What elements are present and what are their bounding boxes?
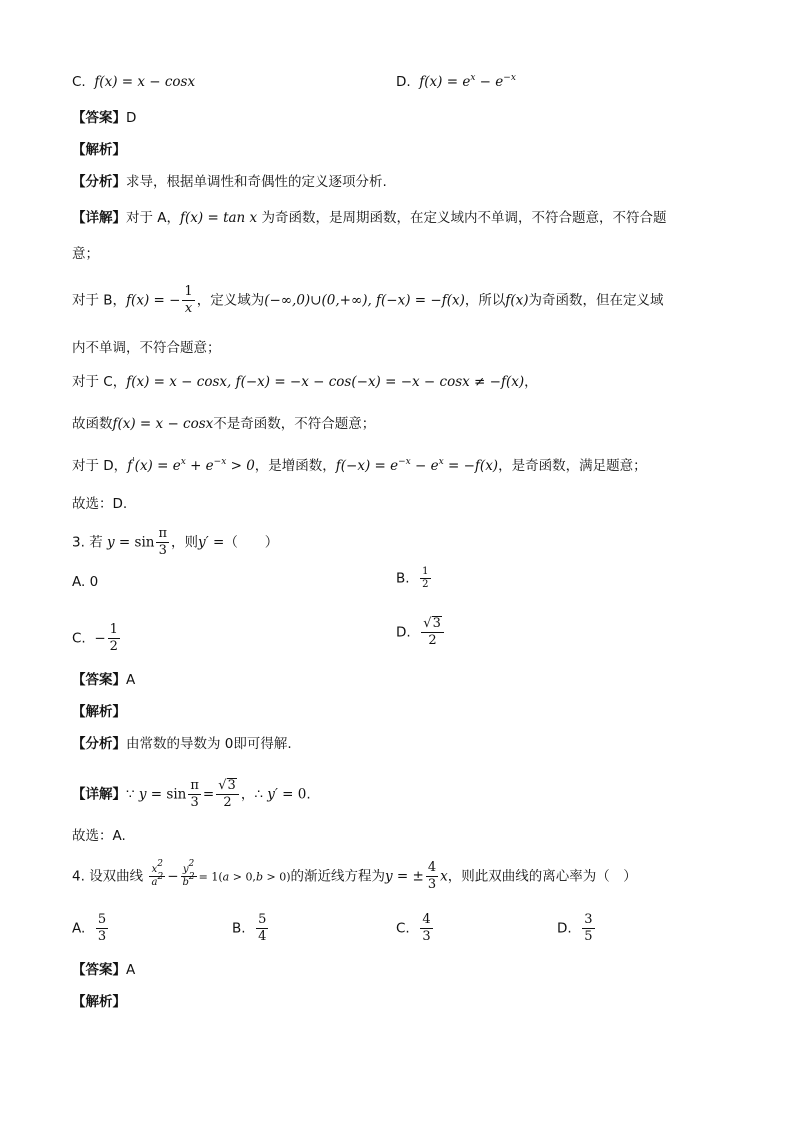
q3-option-b: B. $\frac{1}{2}$ bbox=[396, 566, 429, 590]
q2-detail-c-conclusion: 故函数f(x) = x − cosx不是奇函数，不符合题意； bbox=[72, 416, 376, 432]
q4-answer: 【答案】A bbox=[72, 962, 136, 978]
q2-detail-d-derivative: $f'(x) = e^x + e^{-x} > 0$ bbox=[127, 457, 255, 474]
fraction-1-over-x: $\frac{1}{x}$ bbox=[184, 284, 193, 316]
q3-option-a: A. 0 bbox=[72, 574, 99, 590]
q2-detail-d: 对于 D，$f'(x) = e^x + e^{-x} > 0$，是增函数，$f(-x) = e^{-x} - e^x = -f(x)$，是奇函数，满足题意； bbox=[72, 457, 647, 474]
fraction-neg-1-over-2: $\frac{1}{2}$ bbox=[109, 622, 118, 654]
q3-stem: 3. 若 y = sin $\frac{\pi}{3}$ ，则y′ =（ ） bbox=[72, 526, 279, 558]
q2-detail-c: 对于 C，f(x) = x − cosx, f(−x) = −x − cos(−x) = −x − cosx ≠ −f(x)， bbox=[72, 374, 538, 390]
q3-choose: 故选：A. bbox=[72, 828, 126, 844]
q2-choose: 故选：D. bbox=[72, 496, 128, 512]
q2-answer: 【答案】D bbox=[72, 110, 137, 126]
q4-option-c: C. $\frac{4}{3}$ bbox=[396, 912, 431, 944]
q2-detail-b-cont: 内不单调，不符合题意； bbox=[72, 340, 221, 356]
q4-option-a: A. $\frac{5}{3}$ bbox=[72, 912, 107, 944]
q4-option-b: B. $\frac{5}{4}$ bbox=[232, 912, 267, 944]
q3-option-d: D. $\frac{√3}{2}$ bbox=[396, 616, 446, 649]
q2-option-d-expr: $f(x) = e^x - e^{-x}$ bbox=[419, 73, 516, 90]
q4-analysis-heading: 【解析】 bbox=[72, 994, 126, 1010]
q2-detail-b: 对于 B，f(x) = − $\frac{1}{x}$ ，定义域为(−∞,0)∪(0,+∞), f(−x) = −f(x)，所以f(x)为奇函数，但在定义域 bbox=[72, 284, 664, 316]
q4-stem: 4. 设双曲线 $\frac{x^2}{a^2}$ − $\frac{y^2}{b^2}$ = 1(a > 0,b > 0)的渐近线方程为y = ± $\frac{4}{3}$ x，则此双曲线的离心率为（ ） bbox=[72, 859, 637, 892]
q3-answer: 【答案】A bbox=[72, 672, 136, 688]
q2-detail-d-parity: $f(-x) = e^{-x} - e^x = -f(x)$ bbox=[335, 457, 499, 474]
q3-analysis-heading: 【解析】 bbox=[72, 704, 126, 720]
q3-detail: 【详解】∵ y = sin $\frac{\pi}{3}$ = $\frac{√3}{2}$ ，∴ y′ = 0. bbox=[72, 778, 311, 810]
q2-option-d: D. $f(x) = e^x - e^{-x}$ bbox=[396, 73, 516, 90]
fraction-sqrt3-over-2: $\frac{√3}{2}$ bbox=[421, 616, 444, 649]
fraction-1-over-2: $\frac{1}{2}$ bbox=[422, 566, 429, 590]
fraction-pi-over-3: $\frac{\pi}{3}$ bbox=[158, 526, 168, 558]
q2-option-c-expr: f(x) = x − cosx bbox=[94, 74, 196, 90]
q2-analysis-heading: 【解析】 bbox=[72, 142, 126, 158]
q2-detail-a-cont: 意； bbox=[72, 246, 99, 262]
q3-stem-expr: y = sin bbox=[106, 534, 155, 551]
q2-option-c: C. f(x) = x − cosx bbox=[72, 74, 196, 90]
q3-option-c: C. − $\frac{1}{2}$ bbox=[72, 622, 118, 654]
q3-fenxi: 【分析】由常数的导数为 0即可得解. bbox=[72, 736, 292, 752]
q4-option-d: D. $\frac{3}{5}$ bbox=[557, 912, 593, 944]
q2-fenxi: 【分析】求导，根据单调性和奇偶性的定义逐项分析. bbox=[72, 174, 387, 190]
q2-detail-a: 【详解】对于 A，f(x) = tan x 为奇函数，是周期函数，在定义域内不单调，不符合题意，不符合题 bbox=[72, 210, 667, 226]
